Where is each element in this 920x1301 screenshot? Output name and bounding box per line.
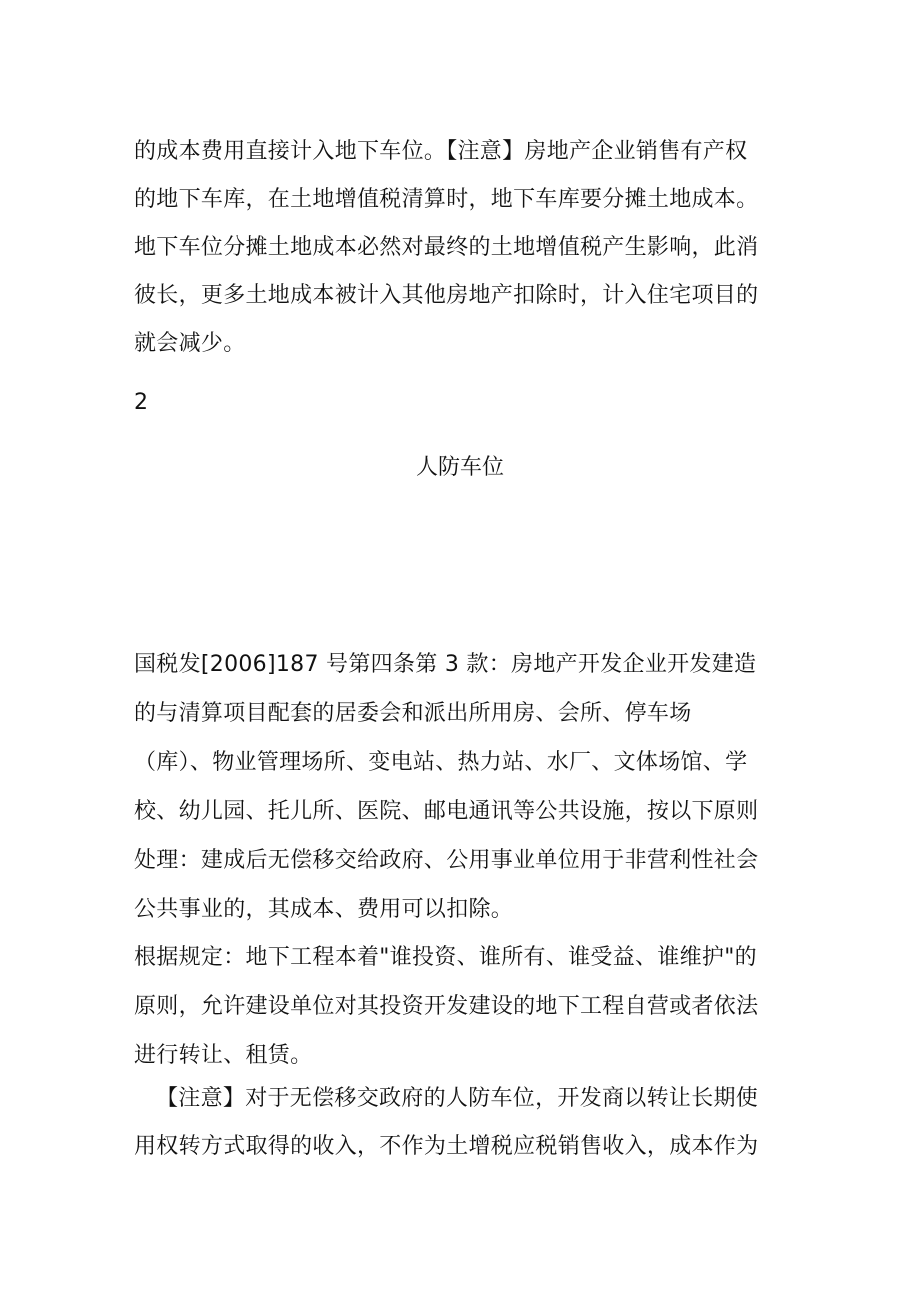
paragraph-line: 地下车位分摊土地成本必然对最终的土地增值税产生影响，此消 <box>134 235 759 260</box>
paragraph-line: 进行转让、租赁。 <box>134 1043 313 1068</box>
paragraph-tax-regulation <box>134 640 794 934</box>
paragraph-line: 原则，允许建设单位对其投资开发建设的地下工程自营或者依法 <box>134 994 759 1019</box>
paragraph-line: 就会减少。 <box>134 331 246 356</box>
paragraph-line: 根据规定：地下工程本着"谁投资、谁所有、谁受益、谁维护"的 <box>134 945 757 970</box>
section-number: 2 <box>134 390 148 415</box>
paragraph-line: 的地下车库，在土地增值税清算时，地下车库要分摊土地成本。 <box>134 187 759 212</box>
paragraph-line: 的与清算项目配套的居委会和派出所用房、会所、停车场 <box>134 701 692 726</box>
paragraph-line: 彼长，更多土地成本被计入其他房地产扣除时，计入住宅项目的 <box>134 283 759 308</box>
paragraph-land-cost-allocation <box>134 128 794 368</box>
paragraph-underground-rule <box>134 933 794 1080</box>
paragraph-line: 【注意】对于无偿移交政府的人防车位，开发商以转让长期使 <box>156 1086 759 1111</box>
paragraph-line: 国税发[2006]187 号第四条第 3 款：房地产开发企业开发建造 <box>134 652 757 677</box>
section-heading: 人防车位 <box>415 455 504 480</box>
paragraph-line: （库）、物业管理场所、变电站、热力站、水厂、文体场馆、学 <box>134 750 748 775</box>
paragraph-line: 处理：建成后无偿移交给政府、公用事业单位用于非营利性社会 <box>134 848 759 873</box>
paragraph-line: 公共事业的，其成本、费用可以扣除。 <box>134 897 514 922</box>
paragraph-line: 的成本费用直接计入地下车位。【注意】房地产企业销售有产权 <box>134 139 748 164</box>
paragraph-line: 用权转方式取得的收入，不作为土增税应税销售收入，成本作为 <box>134 1134 759 1159</box>
paragraph-note-civil-defense <box>134 1075 794 1171</box>
paragraph-line: 校、幼儿园、托儿所、医院、邮电通讯等公共设施，按以下原则 <box>134 799 759 824</box>
